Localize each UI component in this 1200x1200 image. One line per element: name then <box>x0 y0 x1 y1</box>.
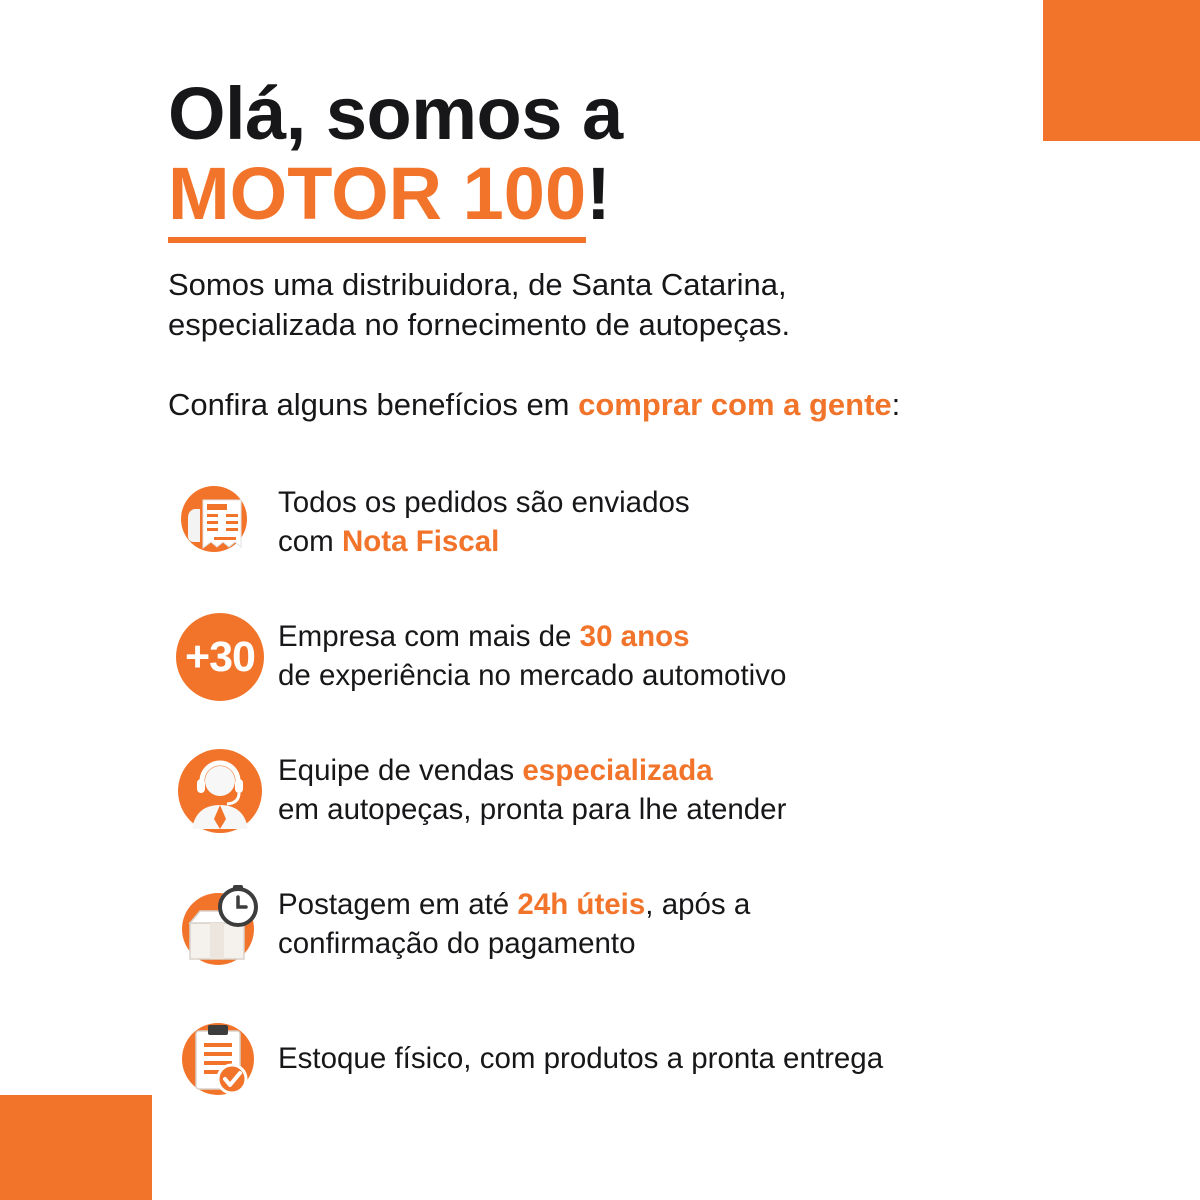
decor-square-bottom-left <box>0 1095 152 1200</box>
benefit-line-1: Todos os pedidos são enviados <box>278 486 690 520</box>
benefit-line-1-highlight: 30 anos <box>579 620 690 654</box>
content-column <box>168 72 1098 1109</box>
benefits-lead-prefix: Confira alguns benefícios em <box>168 387 579 423</box>
benefit-line-2: de experiência no mercado automotivo <box>278 659 787 693</box>
benefits-list <box>168 473 1098 1109</box>
benefits-lead-suffix: : <box>891 387 901 423</box>
plus-30-badge <box>168 607 272 707</box>
headline-exclamation: ! <box>586 151 611 235</box>
benefit-text <box>272 484 690 562</box>
intro-line-2: especializada no fornecimento de autopeças. <box>168 306 791 342</box>
clipboard-check-icon <box>168 1009 272 1109</box>
benefits-lead-highlight: comprar com a gente <box>578 387 892 423</box>
benefit-line-2: confirmação do pagamento <box>278 927 636 961</box>
list-item <box>168 607 1098 707</box>
benefit-line-1-prefix: Empresa com mais de <box>278 620 580 654</box>
list-item <box>168 473 1098 573</box>
benefit-line-1-prefix: Equipe de vendas <box>278 754 523 788</box>
benefit-line-1-prefix: Postagem em até <box>278 888 518 922</box>
benefits-lead <box>168 385 1098 425</box>
benefit-line-2: em autopeças, pronta para lhe atender <box>278 793 787 827</box>
benefit-line-1-highlight: especializada <box>522 754 713 788</box>
benefit-line-1-suffix: , após a <box>645 888 751 922</box>
brand-name: MOTOR 100 <box>168 152 586 243</box>
benefit-line-1: Estoque físico, com produtos a pronta entrega <box>278 1041 884 1075</box>
benefit-text <box>272 1040 883 1079</box>
benefit-text <box>272 886 750 964</box>
list-item <box>168 741 1098 841</box>
intro-line-1: Somos uma distribuidora, de Santa Catarina, <box>168 266 787 302</box>
intro-paragraph <box>168 265 1098 346</box>
list-item <box>168 1009 1098 1109</box>
package-stopwatch-icon <box>168 875 272 975</box>
headset-agent-icon <box>168 741 272 841</box>
receipt-icon <box>168 473 272 573</box>
benefit-line-1-highlight: 24h úteis <box>517 888 646 922</box>
headline-line-2 <box>168 151 611 235</box>
benefit-text <box>272 752 786 830</box>
page-title <box>168 72 1098 155</box>
benefit-line-2-prefix: com <box>278 525 342 559</box>
benefit-text <box>272 618 786 696</box>
badge-circle <box>176 613 264 701</box>
headline-line-1: Olá, somos a <box>168 72 623 155</box>
benefit-line-2-highlight: Nota Fiscal <box>341 525 500 559</box>
list-item <box>168 875 1098 975</box>
badge-label: +30 <box>185 632 255 681</box>
